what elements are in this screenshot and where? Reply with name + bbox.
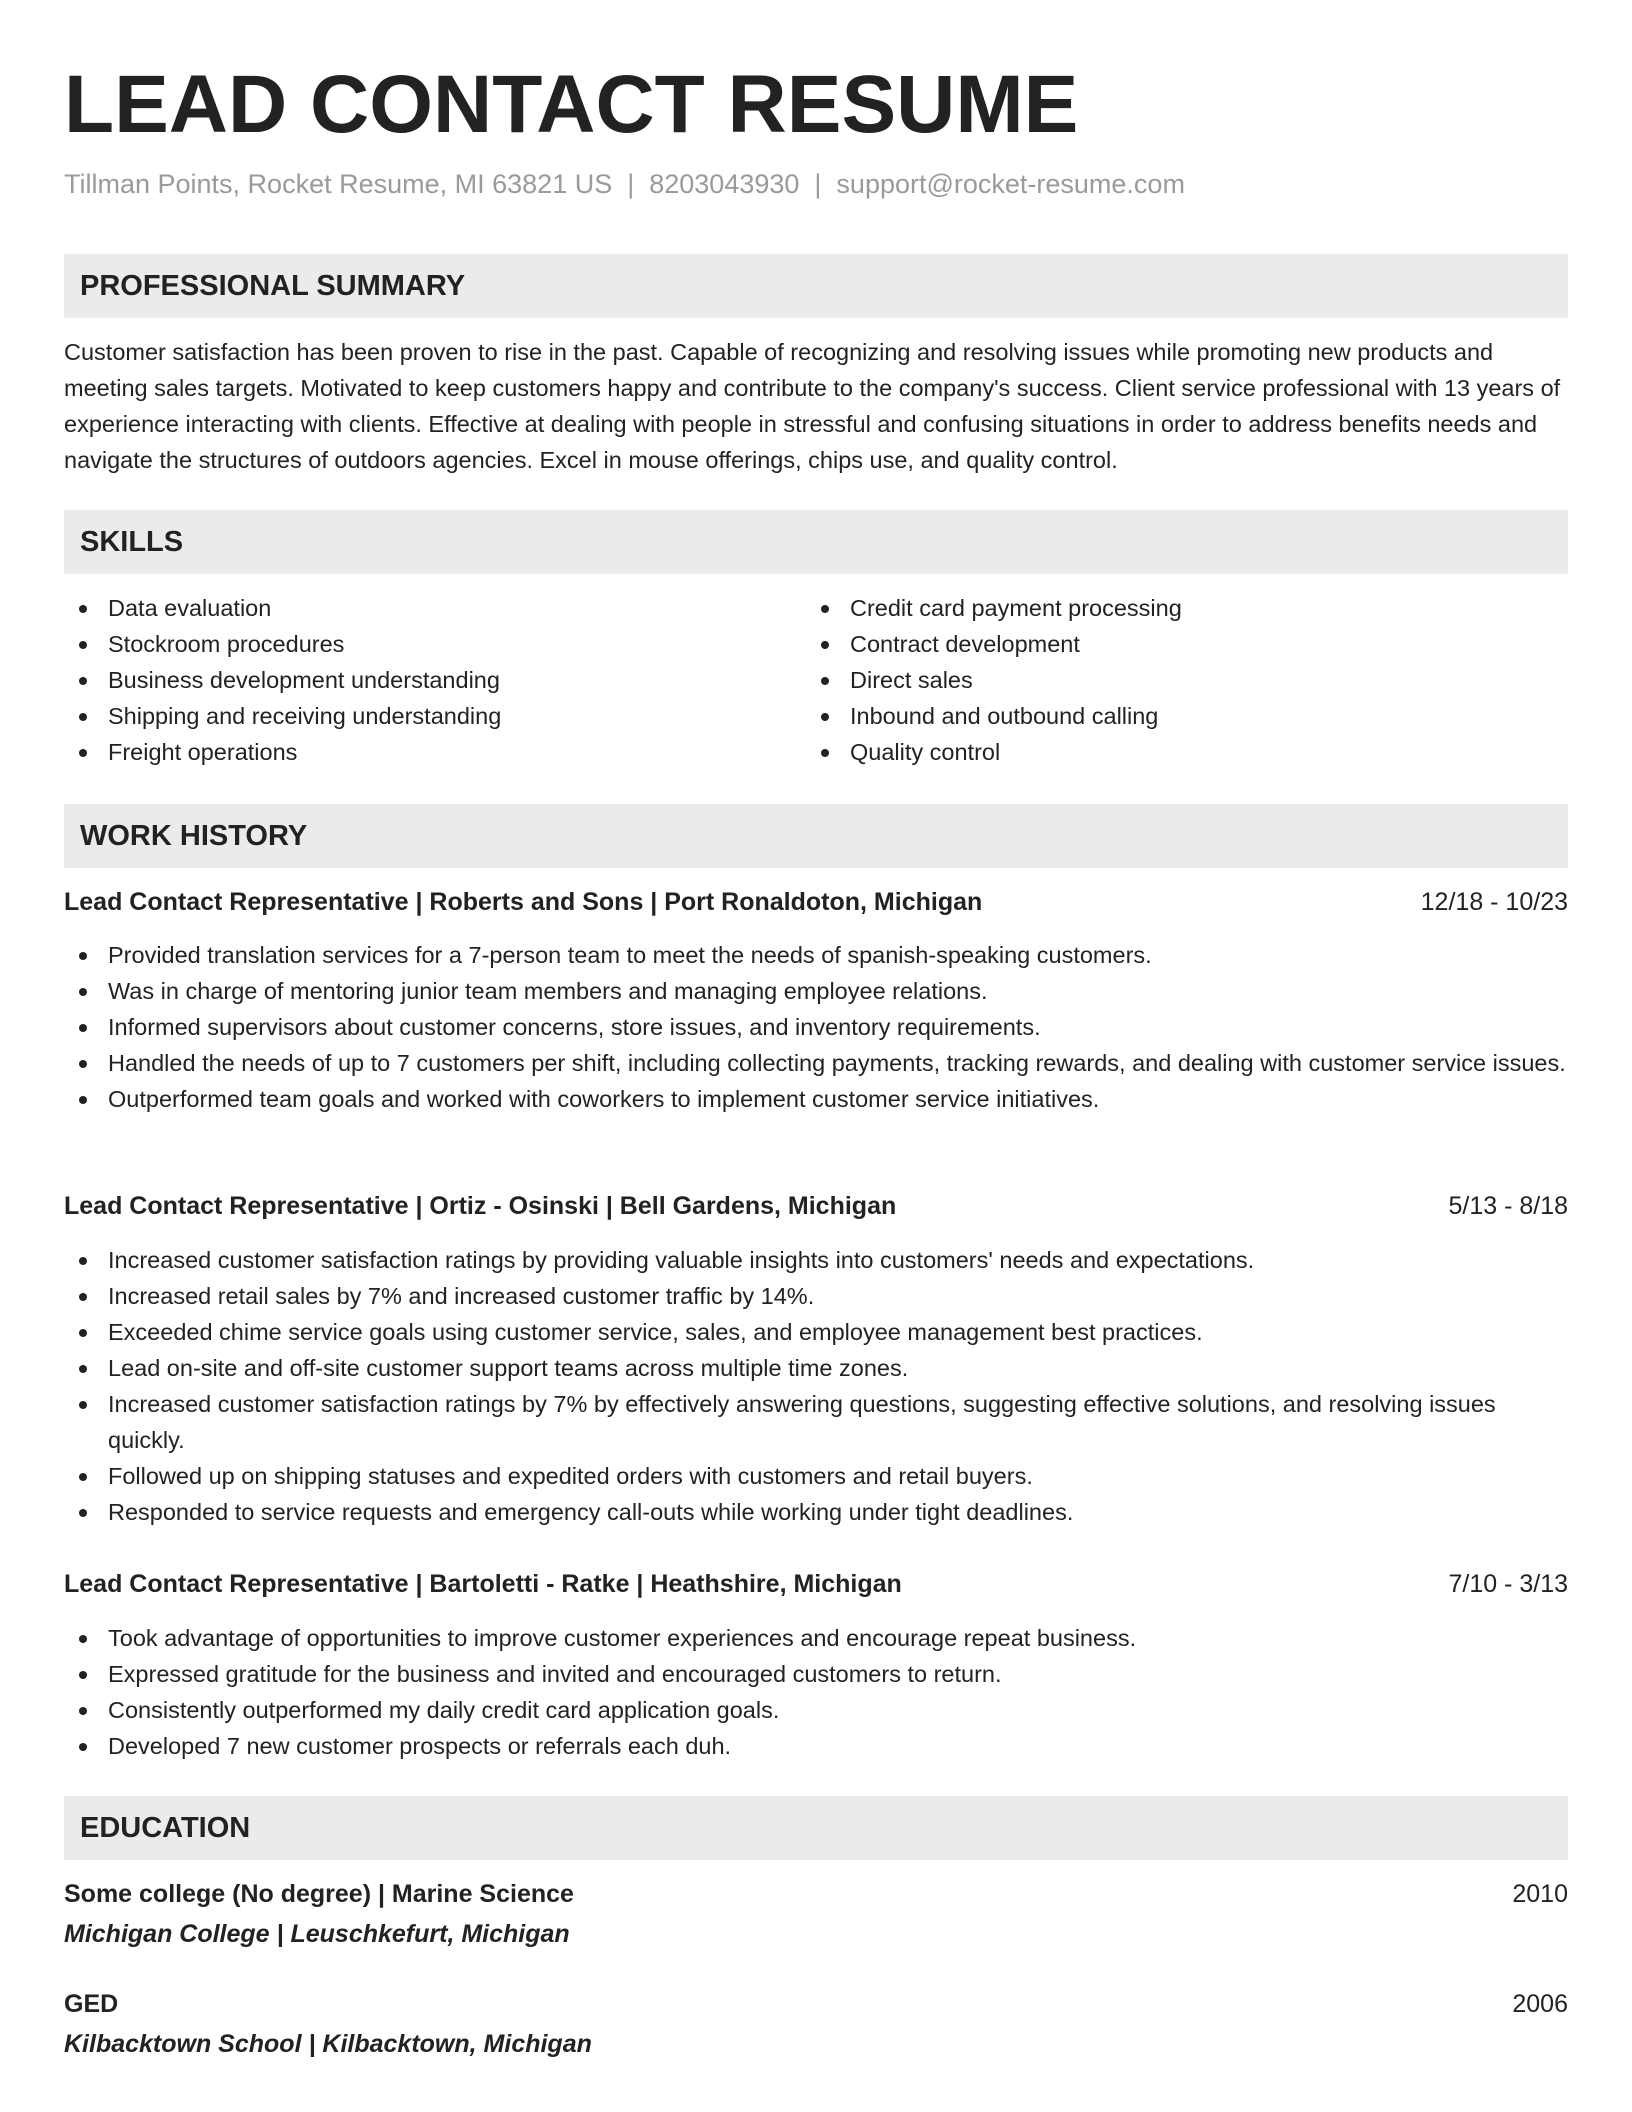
- education-header: [64, 1876, 1568, 1912]
- job-title: Lead Contact Representative | Ortiz - Osinski | Bell Gardens, Michigan: [64, 1192, 897, 1220]
- job-bullet: Was in charge of mentoring junior team members and managing employee relations.: [64, 973, 1568, 1009]
- job-header: [64, 884, 1568, 920]
- job-bullet: Provided translation services for a 7-person team to meet the needs of spanish-speaking customers.: [64, 937, 1568, 973]
- contact-email: support@rocket-resume.com: [836, 169, 1185, 199]
- education-school: Michigan College | Leuschkefurt, Michigan: [64, 1920, 570, 1948]
- contact-phone: 8203043930: [649, 169, 800, 199]
- job-header: [64, 1566, 1568, 1602]
- section-heading-skills: SKILLS: [64, 510, 1568, 574]
- job-bullets: [64, 1620, 1568, 1764]
- resume-title: LEAD CONTACT RESUME: [64, 59, 1079, 150]
- section-heading-work-history: WORK HISTORY: [64, 804, 1568, 868]
- education-degree: Some college (No degree) | Marine Science: [64, 1880, 574, 1908]
- job-bullet: Increased customer satisfaction ratings by 7% by effectively answering questions, suggesting effective solutions, and resolving issues quickly.: [64, 1386, 1568, 1458]
- job-bullet: Increased retail sales by 7% and increased customer traffic by 14%.: [64, 1278, 1568, 1314]
- skill-item: Stockroom procedures: [64, 626, 764, 662]
- summary-text: Customer satisfaction has been proven to rise in the past. Capable of recognizing and resolving issues while promoting new products and meeting sales targets. Motivated to keep customers happy and contribute to the company's success. Client service professional with 13 years of experience interacting with clients. Effective at dealing with people in stressful and confusing situations in order to address benefits needs and navigate the structures of outdoors agencies. Excel in mouse offerings, chips use, and quality control.: [64, 339, 1561, 473]
- skill-item: Freight operations: [64, 734, 764, 770]
- skill-item: Business development understanding: [64, 662, 764, 698]
- job-bullet: Consistently outperformed my daily credit card application goals.: [64, 1692, 1568, 1728]
- skill-item: Direct sales: [806, 662, 1506, 698]
- job-title: Lead Contact Representative | Bartoletti - Ratke | Heathshire, Michigan: [64, 1570, 902, 1598]
- contact-address: Tillman Points, Rocket Resume, MI 63821 US: [64, 169, 613, 199]
- job-bullet: Exceeded chime service goals using customer service, sales, and employee management best practices.: [64, 1314, 1568, 1350]
- skill-item: Credit card payment processing: [806, 590, 1506, 626]
- job-dates: 12/18 - 10/23: [1420, 888, 1568, 916]
- job-bullet: Developed 7 new customer prospects or referrals each duh.: [64, 1728, 1568, 1764]
- education-degree: GED: [64, 1990, 119, 2018]
- job-bullet: Followed up on shipping statuses and expedited orders with customers and retail buyers.: [64, 1458, 1568, 1494]
- contact-separator: |: [814, 169, 822, 199]
- job-dates: 5/13 - 8/18: [1448, 1192, 1568, 1220]
- skill-item: Inbound and outbound calling: [806, 698, 1506, 734]
- contact-separator: |: [627, 169, 635, 199]
- skill-item: Data evaluation: [64, 590, 764, 626]
- skills-list-right: [806, 590, 1506, 770]
- job-bullet: Took advantage of opportunities to improve customer experiences and encourage repeat business.: [64, 1620, 1568, 1656]
- job-bullet: Responded to service requests and emergency call-outs while working under tight deadlines.: [64, 1494, 1568, 1530]
- job-dates: 7/10 - 3/13: [1448, 1570, 1568, 1598]
- education-year: 2010: [1512, 1880, 1568, 1908]
- job-bullet: Expressed gratitude for the business and invited and encouraged customers to return.: [64, 1656, 1568, 1692]
- job-title: Lead Contact Representative | Roberts and Sons | Port Ronaldoton, Michigan: [64, 888, 983, 916]
- education-year: 2006: [1512, 1990, 1568, 2018]
- skill-item: Contract development: [806, 626, 1506, 662]
- job-bullet: Outperformed team goals and worked with coworkers to implement customer service initiatives.: [64, 1081, 1568, 1117]
- job-bullet: Informed supervisors about customer concerns, store issues, and inventory requirements.: [64, 1009, 1568, 1045]
- education-school: Kilbacktown School | Kilbacktown, Michigan: [64, 2030, 592, 2058]
- skills-list-left: [64, 590, 764, 770]
- job-bullet: Increased customer satisfaction ratings by providing valuable insights into customers' needs and expectations.: [64, 1242, 1568, 1278]
- section-heading-summary: PROFESSIONAL SUMMARY: [64, 254, 1568, 318]
- job-bullets: [64, 937, 1568, 1117]
- education-header: [64, 1986, 1568, 2022]
- skill-item: Shipping and receiving understanding: [64, 698, 764, 734]
- job-bullets: [64, 1242, 1568, 1530]
- skill-item: Quality control: [806, 734, 1506, 770]
- job-header: [64, 1188, 1568, 1224]
- contact-line: [64, 166, 1185, 202]
- job-bullet: Lead on-site and off-site customer support teams across multiple time zones.: [64, 1350, 1568, 1386]
- job-bullet: Handled the needs of up to 7 customers per shift, including collecting payments, tracking rewards, and dealing with customer service issues.: [64, 1045, 1568, 1081]
- section-heading-education: EDUCATION: [64, 1796, 1568, 1860]
